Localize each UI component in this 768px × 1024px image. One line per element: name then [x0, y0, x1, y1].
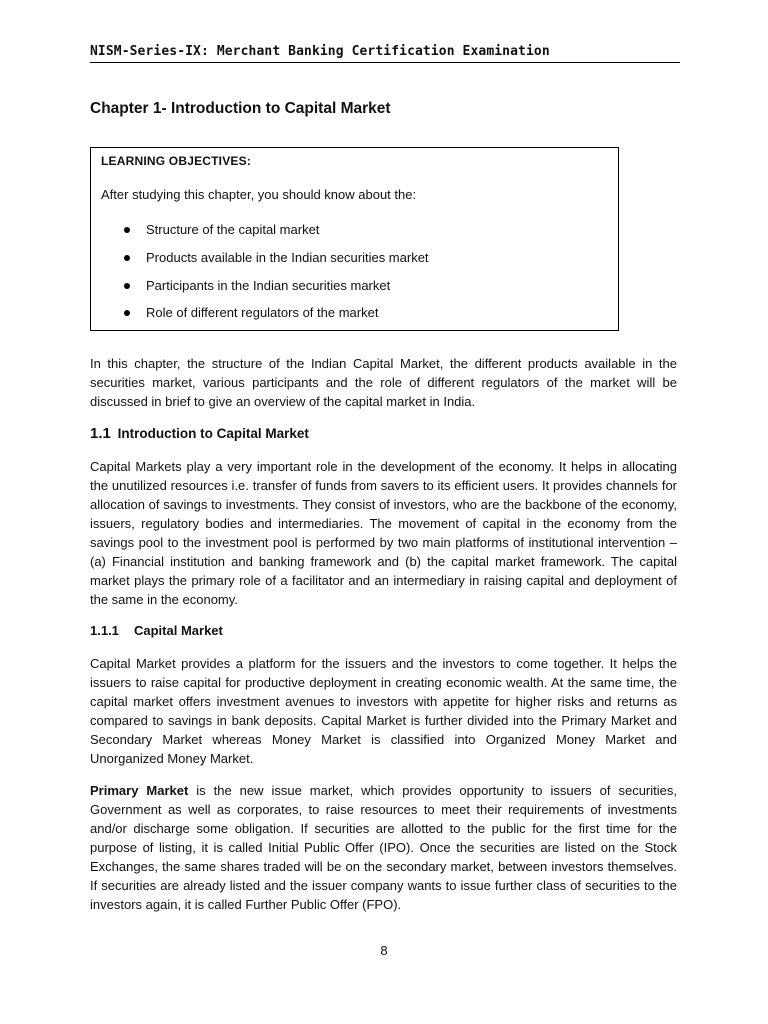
- running-header: NISM-Series-IX: Merchant Banking Certification Examination: [90, 44, 680, 63]
- subsection-title: Capital Market: [134, 623, 223, 638]
- learning-objectives-box: [90, 147, 619, 331]
- bullet-icon: [124, 255, 130, 261]
- learning-objectives-intro: After studying this chapter, you should know about the:: [101, 187, 417, 202]
- intro-paragraph: In this chapter, the structure of the Indian Capital Market, the different products available in the securities market, various participants and the role of different regulators of the market will be discussed in brief to give an overview of the capital market in India.: [90, 356, 677, 409]
- primary-market-paragraph: [90, 781, 677, 914]
- capital-market-paragraph: Capital Market provides a platform for the issuers and the investors to come together. It helps the issuers to raise capital for productive deployment in creating economic wealth. At the same time, the capital market offers investment avenues to investors with appetite for higher risks and returns as compared to savings in bank deposits. Capital Market is further divided into the Primary Market and Secondary Market whereas Money Market is classified into Organized Money Market and Unorganized Money Market.: [90, 656, 677, 766]
- subsection-number: 1.1.1: [90, 623, 119, 638]
- section-heading: [90, 425, 309, 442]
- bullet-icon: [124, 283, 130, 289]
- chapter-title: Chapter 1- Introduction to Capital Market: [90, 100, 391, 117]
- objective-item: [124, 222, 319, 237]
- bullet-icon: [124, 310, 130, 316]
- page-number: 8: [380, 943, 388, 958]
- bullet-icon: [124, 227, 130, 233]
- objective-item: [124, 278, 390, 293]
- objective-item-text: Products available in the Indian securities market: [146, 250, 429, 265]
- learning-objectives-heading: LEARNING OBJECTIVES:: [101, 154, 252, 168]
- objective-item-text: Structure of the capital market: [146, 222, 320, 237]
- objective-item: [124, 305, 378, 320]
- primary-market-term: Primary Market: [90, 783, 189, 798]
- section-paragraph: Capital Markets play a very important role in the development of the economy. It helps in allocating the unutilized resources i.e. transfer of funds from savers to its efficient users. It provides channels for allocation of savings to investments. They consist of investors, who are the backbone of the economy, issuers, regulatory bodies and intermediaries. The movement of capital in the economy from the savings pool to the investment pool is performed by two main platforms of institutional intervention – (a) Financial institution and banking framework and (b) the capital market framework. The capital market plays the primary role of a facilitator and an intermediary in raising capital and deployment of the same in the economy.: [90, 459, 677, 607]
- objective-item: [124, 250, 429, 265]
- objective-item-text: Role of different regulators of the market: [146, 305, 379, 320]
- primary-market-text: is the new issue market, which provides opportunity to issuers of securities, Government as well as corporates, to raise resources to meet their requirements of investments and/or discharge some obligation. If securities are allotted to the public for the first time for the purpose of listing, it is called Initial Public Offer (IPO). Once the securities are listed on the Stock Exchanges, the same shares traded will be on the secondary market, between investors themselves. If securities are already listed and the issuer company wants to issue further class of securities to the investors again, it is called Further Public Offer (FPO).: [90, 783, 677, 912]
- section-number: 1.1: [90, 425, 111, 442]
- objective-item-text: Participants in the Indian securities market: [146, 278, 391, 293]
- section-title: Introduction to Capital Market: [117, 426, 309, 441]
- subsection-heading: [90, 623, 223, 638]
